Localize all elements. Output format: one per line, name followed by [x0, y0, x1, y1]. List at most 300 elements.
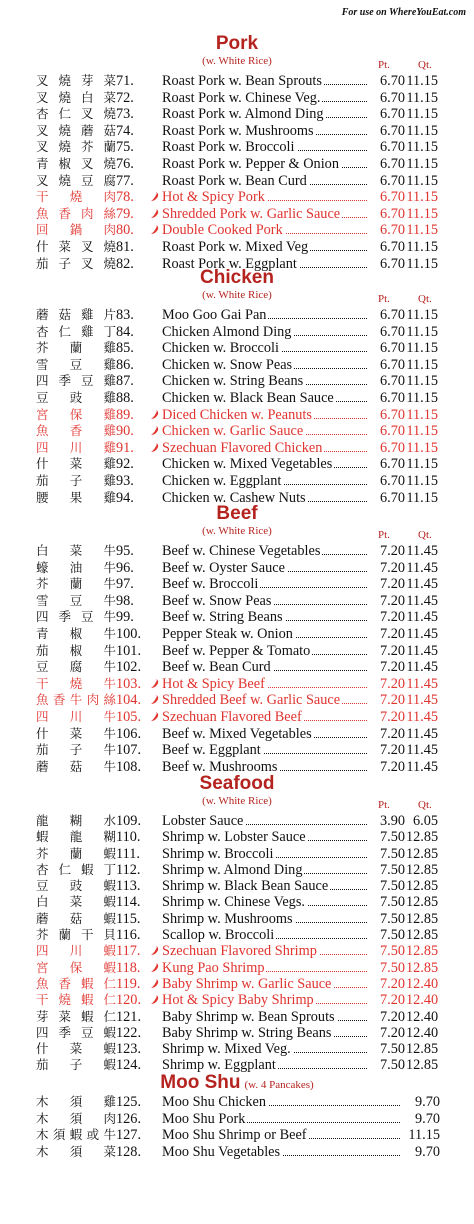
pint-price: 6.70	[367, 490, 405, 507]
pint-price: 7.20	[367, 692, 405, 709]
chinese-name: 杏仁蝦丁	[36, 861, 116, 877]
quart-price: 11.45	[406, 609, 438, 626]
item-name	[162, 340, 281, 357]
menu-item-row	[0, 407, 474, 424]
menu-item-row	[0, 1127, 474, 1144]
item-name-text: Shredded Beef w. Garlic Sauce	[162, 692, 341, 709]
item-number: 121.	[116, 1008, 142, 1025]
menu-item-row	[0, 1041, 474, 1057]
item-number: 120.	[116, 992, 142, 1009]
quart-price: 11.15	[406, 307, 438, 323]
item-name-text: Scallop w. Broccoli	[162, 927, 275, 944]
section-header	[0, 503, 474, 543]
pint-price: 6.70	[367, 173, 405, 190]
item-number: 113.	[116, 878, 141, 895]
menu-item-row	[0, 911, 474, 927]
item-name	[162, 1127, 309, 1144]
pint-price: 7.20	[367, 676, 405, 693]
item-number: 111.	[116, 845, 140, 862]
pint-price: 7.20	[367, 709, 405, 726]
section-title-text: Seafood	[199, 773, 275, 794]
quart-price: 11.15	[406, 255, 438, 272]
menu-item-row	[0, 829, 474, 845]
quart-price: 12.85	[406, 927, 439, 944]
item-name	[162, 976, 333, 992]
item-name	[162, 1009, 337, 1025]
section-title	[0, 267, 474, 289]
pint-price: 7.20	[367, 726, 405, 743]
quart-price: 11.15	[406, 456, 438, 473]
item-name-text: Moo Goo Gai Pan	[162, 307, 267, 323]
item-number: 128.	[116, 1143, 142, 1160]
chinese-name: 干燒肉	[36, 189, 116, 205]
menu-item-row	[0, 73, 474, 90]
menu-item-row	[0, 373, 474, 390]
item-name	[162, 106, 326, 123]
menu-item-row	[0, 976, 474, 992]
item-name	[162, 659, 273, 676]
section-subtitle: (w. White Rice)	[202, 55, 272, 67]
item-name	[162, 709, 304, 726]
quart-price: 12.85	[406, 943, 439, 960]
quart-price: 11.45	[406, 692, 438, 709]
item-number: 108.	[116, 758, 142, 775]
item-name-text: Beef w. Pepper & Tomato	[162, 642, 311, 659]
item-name-text: Shredded Pork w. Garlic Sauce	[162, 205, 341, 222]
chinese-name: 魚香雞	[36, 423, 116, 439]
chinese-name: 什菜雞	[36, 456, 116, 472]
quart-price: 12.85	[406, 861, 439, 878]
item-number: 114.	[116, 894, 141, 911]
item-name-text: Roast Pork w. Pepper & Onion	[162, 155, 339, 172]
quart-price: 11.15	[406, 205, 438, 222]
pint-price: 7.50	[367, 1041, 405, 1057]
pint-price: 7.50	[367, 846, 405, 862]
pint-column-label: Pt.	[378, 529, 390, 541]
pint-price: 6.70	[367, 324, 405, 341]
quart-price: 11.15	[406, 238, 438, 255]
pint-price: 7.20	[367, 759, 405, 776]
quart-price: 11.45	[406, 659, 438, 676]
quart-price: 11.15	[406, 472, 438, 489]
section-pork	[0, 33, 474, 272]
chinese-name: 四季豆蝦	[36, 1024, 116, 1040]
menu-item-row	[0, 894, 474, 910]
item-name	[162, 829, 308, 845]
quart-price: 11.45	[406, 592, 438, 609]
quart-price: 11.15	[406, 423, 438, 440]
hot-pepper-icon	[150, 711, 159, 722]
section-chicken	[0, 267, 474, 506]
menu-item-row	[0, 156, 474, 173]
menu-item-row	[0, 543, 474, 560]
section-header	[0, 1072, 474, 1094]
section-subtitle: (w. White Rice)	[202, 289, 272, 301]
item-name	[162, 1025, 333, 1041]
item-number: 72.	[116, 89, 134, 106]
menu-item-row	[0, 123, 474, 140]
item-number: 77.	[116, 172, 134, 189]
quart-price: 11.45	[406, 742, 438, 759]
menu-item-row	[0, 726, 474, 743]
hot-pepper-icon	[150, 208, 159, 219]
item-number: 106.	[116, 725, 142, 742]
item-number: 87.	[116, 373, 134, 390]
item-name	[162, 960, 266, 976]
item-number: 88.	[116, 389, 134, 406]
chinese-name: 蝦龍糊	[36, 829, 116, 845]
item-name-text: Roast Pork w. Mixed Veg	[162, 238, 309, 255]
item-name-text: Roast Pork w. Chinese Veg.	[162, 89, 321, 106]
item-number: 85.	[116, 340, 134, 357]
item-name	[162, 156, 341, 173]
chinese-name: 白菜蝦	[36, 894, 116, 910]
chinese-name: 四季豆牛	[36, 609, 116, 625]
item-number: 97.	[116, 576, 134, 593]
item-price: 9.70	[400, 1111, 440, 1128]
pint-price: 7.50	[367, 960, 405, 976]
chinese-name: 干燒蝦仁	[36, 992, 116, 1008]
pint-price: 7.20	[367, 576, 405, 593]
menu-item-row	[0, 576, 474, 593]
chinese-name: 叉燒芥蘭	[36, 139, 116, 155]
quart-price: 11.45	[406, 576, 438, 593]
item-number: 118.	[116, 959, 141, 976]
item-name	[162, 173, 309, 190]
item-name	[162, 123, 316, 140]
chinese-name: 青椒牛	[36, 625, 116, 641]
item-price: 11.15	[400, 1127, 440, 1144]
pint-price: 7.20	[367, 742, 405, 759]
chinese-name: 腰果雞	[36, 489, 116, 505]
menu-item-row	[0, 943, 474, 959]
menu-item-row	[0, 189, 474, 206]
menu-item-row	[0, 139, 474, 156]
item-name	[162, 1041, 293, 1057]
section-title-text: Beef	[216, 503, 258, 524]
item-name-text: Chicken w. Snow Peas	[162, 356, 293, 373]
item-name	[162, 626, 295, 643]
chinese-name: 蘑菇蝦	[36, 910, 116, 926]
menu-item-row	[0, 659, 474, 676]
item-name-text: Beef w. Snow Peas	[162, 592, 272, 609]
chinese-name: 芥蘭干貝	[36, 927, 116, 943]
quart-price: 12.40	[406, 1008, 439, 1025]
item-name-text: Pepper Steak w. Onion	[162, 625, 293, 642]
pint-price: 6.70	[367, 390, 405, 407]
item-name-text: Roast Pork w. Mushrooms	[162, 122, 314, 139]
pint-price: 7.20	[367, 560, 405, 577]
item-name-text: Chicken w. Garlic Sauce	[162, 423, 304, 440]
menu-item-row	[0, 90, 474, 107]
item-name	[162, 423, 305, 440]
item-name-text: Double Cooked Pork	[162, 222, 283, 239]
pint-price: 7.20	[367, 543, 405, 560]
item-number: 96.	[116, 559, 134, 576]
item-name	[162, 456, 334, 473]
hot-pepper-icon	[150, 994, 159, 1005]
pint-price: 6.70	[367, 423, 405, 440]
menu-item-row	[0, 1009, 474, 1025]
item-name	[162, 576, 260, 593]
menu-item-row	[0, 206, 474, 223]
section-header	[0, 773, 474, 813]
item-name	[162, 943, 319, 959]
menu-item-row	[0, 456, 474, 473]
quart-column-label: Qt.	[418, 59, 432, 71]
pint-price: 7.20	[367, 992, 405, 1008]
quart-price: 12.85	[406, 1041, 439, 1058]
chinese-name: 叉燒芽菜	[36, 73, 116, 88]
pint-price: 7.50	[367, 927, 405, 943]
item-name	[162, 390, 336, 407]
pint-price: 6.70	[367, 407, 405, 424]
tagline: For use on WhereYouEat.com	[341, 7, 466, 18]
menu-item-row	[0, 239, 474, 256]
item-name-text: Shrimp w. Mixed Veg.	[162, 1041, 291, 1058]
quart-price: 11.15	[406, 406, 438, 423]
item-number: 94.	[116, 489, 134, 506]
item-name	[162, 307, 268, 324]
chinese-name: 叉燒蘑菇	[36, 122, 116, 138]
chinese-name: 豆豉雞	[36, 389, 116, 405]
menu-item-row	[0, 440, 474, 457]
menu-item-row	[0, 676, 474, 693]
pint-price: 6.70	[367, 123, 405, 140]
item-name-text: Hot & Spicy Beef	[162, 675, 265, 692]
quart-price: 11.45	[406, 708, 438, 725]
item-name	[162, 692, 342, 709]
chinese-name: 雪豆雞	[36, 356, 116, 372]
item-name	[162, 1094, 268, 1111]
pint-price: 7.50	[367, 1057, 405, 1073]
section-header	[0, 33, 474, 73]
item-number: 81.	[116, 238, 134, 255]
hot-pepper-icon	[150, 678, 159, 689]
item-name	[162, 894, 307, 910]
item-name	[162, 139, 297, 156]
item-name	[162, 222, 285, 239]
pint-price: 6.70	[367, 239, 405, 256]
chinese-name: 叉燒白菜	[36, 89, 116, 105]
item-name-text: Shrimp w. Lobster Sauce	[162, 829, 306, 846]
item-name-text: Roast Pork w. Bean Sprouts	[162, 73, 322, 89]
hot-pepper-icon	[150, 191, 159, 202]
item-name-text: Chicken w. Mixed Vegetables	[162, 456, 333, 473]
item-number: 75.	[116, 139, 134, 156]
section-title	[0, 503, 474, 525]
quart-price: 12.85	[406, 894, 439, 911]
menu-item-row	[0, 692, 474, 709]
pint-price: 7.20	[367, 976, 405, 992]
chinese-name: 雪豆牛	[36, 592, 116, 608]
pint-price: 6.70	[367, 340, 405, 357]
menu-item-row	[0, 709, 474, 726]
quart-price: 12.85	[406, 959, 439, 976]
item-name-text: Diced Chicken w. Peanuts	[162, 406, 312, 423]
menu-item-row	[0, 106, 474, 123]
item-name	[162, 440, 324, 457]
quart-price: 12.85	[406, 829, 439, 846]
pint-price: 6.70	[367, 189, 405, 206]
item-name	[162, 846, 275, 862]
item-name	[162, 90, 322, 107]
chinese-name: 白菜牛	[36, 543, 116, 558]
quart-column-label: Qt.	[418, 293, 432, 305]
menu-item-row	[0, 960, 474, 976]
hot-pepper-icon	[150, 694, 159, 705]
chinese-name: 木須蝦或牛	[36, 1127, 116, 1143]
hot-pepper-icon	[150, 442, 159, 453]
item-name-text: Lobster Sauce	[162, 813, 244, 829]
item-number: 84.	[116, 323, 134, 340]
quart-price: 11.45	[406, 725, 438, 742]
chinese-name: 茄子牛	[36, 742, 116, 758]
quart-price: 11.15	[406, 356, 438, 373]
pint-price: 6.70	[367, 307, 405, 324]
item-number: 98.	[116, 592, 134, 609]
item-name	[162, 473, 283, 490]
chinese-name: 木須菜	[36, 1143, 116, 1159]
chinese-name: 豆腐牛	[36, 659, 116, 675]
menu-item-row	[0, 643, 474, 660]
pint-price: 7.50	[367, 878, 405, 894]
chinese-name: 叉燒豆腐	[36, 172, 116, 188]
pint-price: 7.20	[367, 1025, 405, 1041]
chinese-name: 蠔油牛	[36, 559, 116, 575]
item-name-text: Baby Shrimp w. Garlic Sauce	[162, 975, 332, 992]
pint-price: 7.50	[367, 862, 405, 878]
pint-price: 7.50	[367, 911, 405, 927]
pint-price: 7.20	[367, 643, 405, 660]
item-number: 125.	[116, 1094, 142, 1110]
quart-price: 11.15	[406, 340, 438, 357]
quart-column-label: Qt.	[418, 799, 432, 811]
item-number: 76.	[116, 155, 134, 172]
chinese-name: 魚香牛肉絲	[36, 692, 116, 708]
item-number: 119.	[116, 975, 141, 992]
item-name-text: Chicken w. String Beans	[162, 373, 304, 390]
quart-price: 12.85	[406, 845, 439, 862]
item-name-text: Beef w. Mixed Vegetables	[162, 725, 312, 742]
chinese-name: 茄椒牛	[36, 642, 116, 658]
chinese-name: 茄子雞	[36, 472, 116, 488]
item-number: 83.	[116, 307, 134, 323]
item-number: 104.	[116, 692, 142, 709]
hot-pepper-icon	[150, 945, 159, 956]
item-name-text: Shrimp w. Chinese Vegs.	[162, 894, 305, 911]
menu-item-row	[0, 1111, 474, 1128]
quart-price: 11.15	[406, 106, 438, 123]
item-name-text: Szechuan Flavored Beef	[162, 708, 302, 725]
item-name	[162, 1111, 247, 1128]
hot-pepper-icon	[150, 409, 159, 420]
menu-item-row	[0, 593, 474, 610]
item-name-text: Hot & Spicy Pork	[162, 189, 265, 206]
item-number: 101.	[116, 642, 142, 659]
pint-price: 6.70	[367, 456, 405, 473]
item-number: 127.	[116, 1127, 142, 1144]
chinese-name: 青椒叉燒	[36, 155, 116, 171]
item-name-text: Shrimp w. Almond Ding	[162, 861, 303, 878]
item-name-text: Chicken w. Black Bean Sauce	[162, 389, 334, 406]
item-name	[162, 407, 314, 424]
chinese-name: 豆豉蝦	[36, 878, 116, 894]
item-number: 122.	[116, 1024, 142, 1041]
item-name-text: Baby Shrimp w. String Beans	[162, 1024, 332, 1041]
menu-item-row	[0, 813, 474, 829]
menu-item-row	[0, 742, 474, 759]
menu-item-row	[0, 927, 474, 943]
item-number: 79.	[116, 205, 134, 222]
section-subtitle: (w. 4 Pancakes)	[244, 1079, 314, 1091]
item-number: 78.	[116, 189, 134, 206]
pint-price: 6.70	[367, 90, 405, 107]
section-title-text: Moo Shu	[160, 1072, 241, 1093]
quart-price: 11.45	[406, 675, 438, 692]
pint-price: 6.70	[367, 473, 405, 490]
item-number: 103.	[116, 675, 142, 692]
menu-item-row	[0, 1144, 474, 1161]
item-number: 80.	[116, 222, 134, 239]
menu-item-row	[0, 324, 474, 341]
menu-item-row	[0, 992, 474, 1008]
pint-price: 7.50	[367, 943, 405, 959]
item-name-text: Chicken w. Eggplant	[162, 472, 282, 489]
item-number: 95.	[116, 543, 134, 559]
item-name-text: Baby Shrimp w. Bean Sprouts	[162, 1008, 335, 1025]
menu-item-row	[0, 357, 474, 374]
chinese-name: 宮保雞	[36, 406, 116, 422]
pint-column-label: Pt.	[378, 799, 390, 811]
chinese-name: 芽菜蝦仁	[36, 1008, 116, 1024]
item-name-text: Moo Shu Shrimp or Beef	[162, 1127, 307, 1144]
item-name-text: Beef w. Oyster Sauce	[162, 559, 285, 576]
quart-price: 11.15	[406, 73, 438, 89]
item-name-text: Shrimp w. Black Bean Sauce	[162, 878, 329, 895]
pint-price: 6.70	[367, 440, 405, 457]
item-name-text: Roast Pork w. Bean Curd	[162, 172, 307, 189]
item-name-text: Shrimp w. Mushrooms	[162, 910, 293, 927]
chinese-name: 龍糊水	[36, 813, 116, 828]
quart-price: 6.05	[412, 813, 438, 829]
section-title	[0, 33, 474, 55]
item-number: 110.	[116, 829, 141, 846]
item-number: 102.	[116, 659, 142, 676]
quart-price: 11.15	[406, 89, 438, 106]
chinese-name: 干燒牛	[36, 675, 116, 691]
pint-price: 6.70	[367, 373, 405, 390]
hot-pepper-icon	[150, 962, 159, 973]
item-name-text: Hot & Spicy Baby Shrimp	[162, 992, 314, 1009]
chinese-name: 茄子叉燒	[36, 255, 116, 271]
item-name	[162, 189, 267, 206]
quart-price: 12.85	[406, 1057, 439, 1074]
item-name-text: Chicken Almond Ding	[162, 323, 292, 340]
quart-price: 11.45	[406, 543, 438, 559]
item-number: 115.	[116, 910, 141, 927]
quart-price: 12.85	[406, 910, 439, 927]
item-number: 107.	[116, 742, 142, 759]
item-number: 90.	[116, 423, 134, 440]
item-number: 74.	[116, 122, 134, 139]
chinese-name: 杏仁雞丁	[36, 323, 116, 339]
item-number: 126.	[116, 1110, 142, 1127]
quart-price: 11.45	[406, 642, 438, 659]
menu-item-row	[0, 862, 474, 878]
quart-price: 11.15	[406, 489, 438, 506]
item-name	[162, 373, 305, 390]
